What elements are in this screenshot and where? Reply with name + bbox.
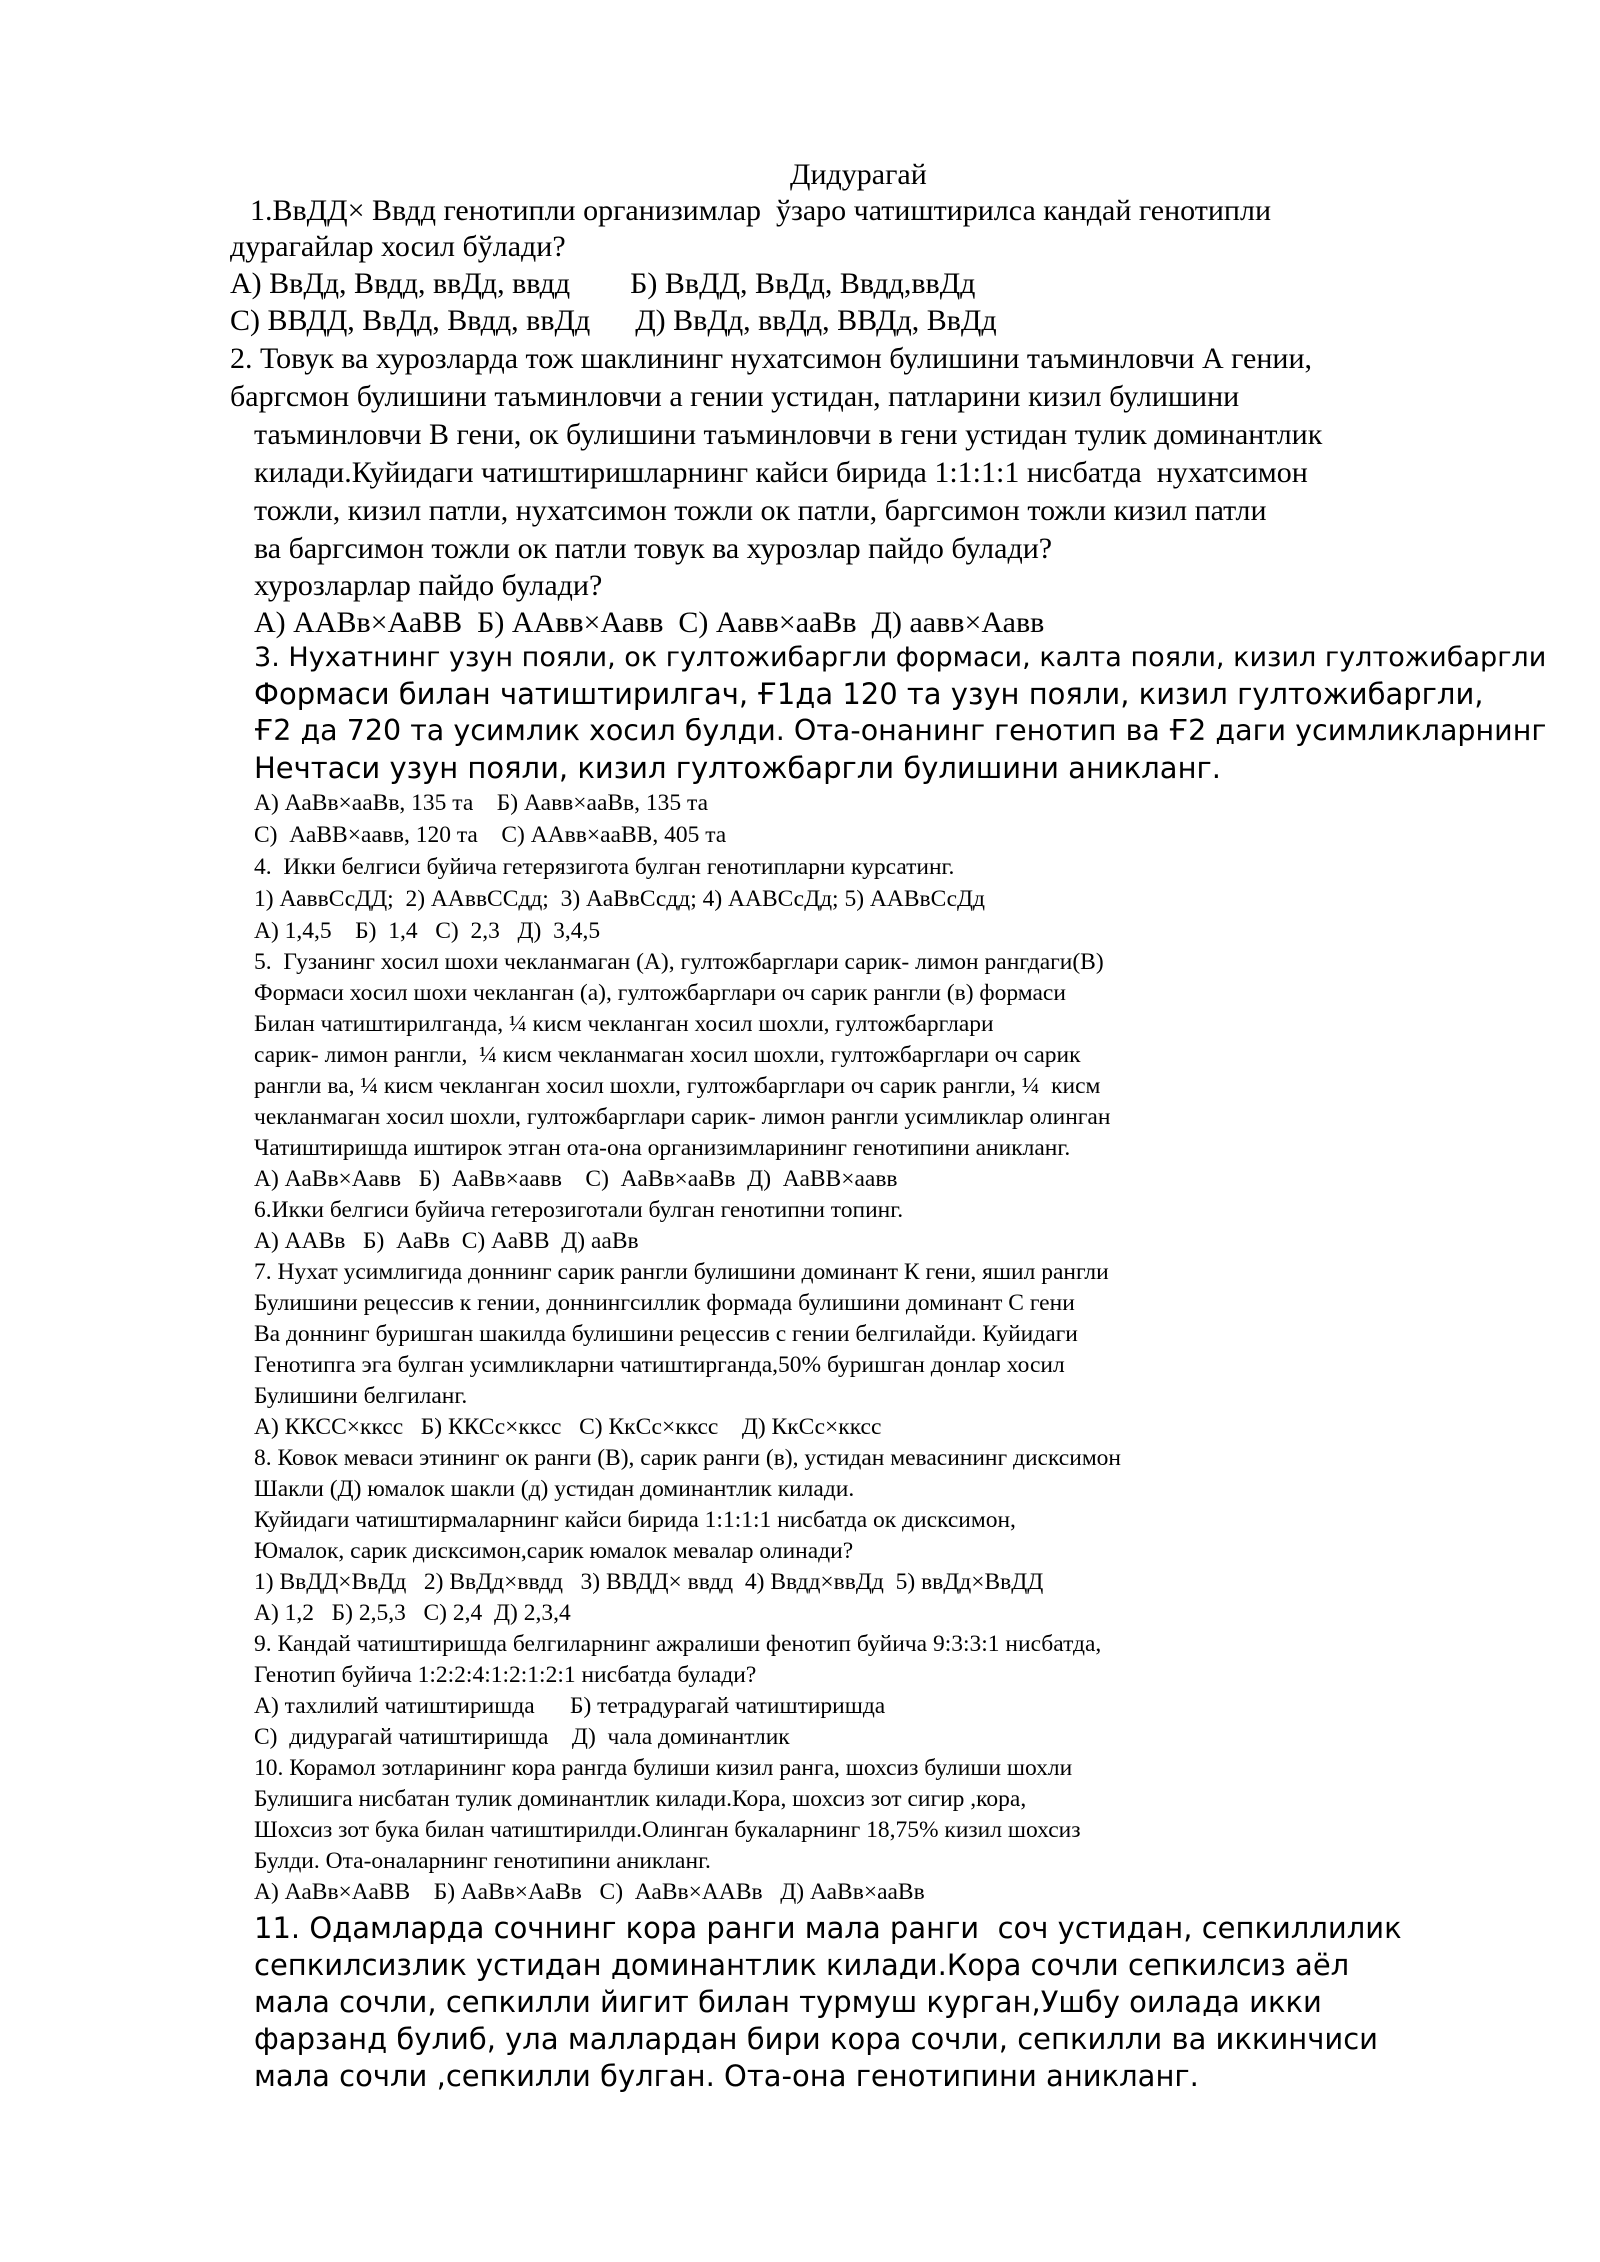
question-5-line-1: 5. Гузанинг хосил шохи чекланмаган (А), гултожбарглари сарик- лимон рангдаги(В): [254, 949, 1104, 975]
question-5-line-6: чекланмаган хосил шохли, гултожбарглари сарик- лимон рангли усимликлар олинган: [254, 1104, 1111, 1130]
question-2-line-6: ва баргсимон тожли ок патли товук ва хурозлар пайдо булади?: [254, 532, 1053, 565]
question-11-line-2: сепкилсизлик устидан доминантлик килади.Кора сочли сепкилсиз аёл: [254, 1948, 1350, 1982]
question-7-line-5: Булишини белгиланг.: [254, 1383, 468, 1409]
question-3-options-1: А) АаВв×ааВв, 135 та Б) Аавв×ааВв, 135 та: [254, 790, 709, 816]
question-8-options: А) 1,2 Б) 2,5,3 С) 2,4 Д) 2,3,4: [254, 1600, 571, 1626]
question-3-line-1: 3. Нухатнинг узун пояли, ок гултожибаргли формаси, калта пояли, кизил гултожибаргли: [254, 642, 1547, 673]
question-2-line-4: килади.Куйидаги чатиштиришларнинг кайси бирида 1:1:1:1 нисбатда нухатсимон: [254, 456, 1308, 489]
question-1-options-cd: С) ВВДД, ВвДд, Ввдд, ввДд Д) ВвДд, ввДд, ВВДд, ВвДд: [230, 304, 997, 337]
question-7-line-3: Ва доннинг буришган шакилда булишини рецессив с гении белгилайди. Куйидаги: [254, 1321, 1078, 1347]
question-1-line-2: дурагайлар хосил бўлади?: [230, 230, 566, 263]
question-7-line-4: Генотипга эга булган усимликларни чатиштирганда,50% буришган донлар хосил: [254, 1352, 1065, 1378]
question-11-line-5: мала сочли ,сепкилли булган. Ота-она генотипини аникланг.: [254, 2059, 1199, 2093]
question-2-line-5: тожли, кизил патли, нухатсимон тожли ок патли, баргсимон тожли кизил патли: [254, 494, 1267, 527]
question-7-line-1: 7. Нухат усимлигида доннинг сарик рангли булишини доминант К гени, яшил рангли: [254, 1259, 1109, 1285]
question-8-line-4: Юмалок, сарик дисксимон,сарик юмалок мевалар олинади?: [254, 1538, 854, 1564]
question-9-line-2: Генотип буйича 1:2:2:4:1:2:1:2:1 нисбатда булади?: [254, 1662, 757, 1688]
question-3-line-2: Формаси билан чатиштирилгач, Ғ1да 120 та узун пояли, кизил гултожибаргли,: [254, 677, 1484, 711]
document-title: Дидурагай: [790, 158, 927, 191]
question-11-line-3: мала сочли, сепкилли йигит билан турмуш курган,Ушбу оилада икки: [254, 1985, 1322, 2019]
question-6-line-1: 6.Икки белгиси буйича гетерозиготали булган генотипни топинг.: [254, 1197, 904, 1223]
question-10-line-4: Булди. Ота-оналарнинг генотипини аникланг.: [254, 1848, 711, 1874]
question-5-line-5: рангли ва, ¼ кисм чекланган хосил шохли, гултожбарглари оч сарик рангли, ¼ кисм: [254, 1073, 1101, 1099]
question-4-genotypes: 1) АаввСсДД; 2) ААввССдд; 3) АаВвСсдд; 4) ААВСсДд; 5) ААВвСсДд: [254, 886, 986, 912]
question-7-line-2: Булишини рецессив к гении, доннингсиллик формада булишини доминант С гени: [254, 1290, 1075, 1316]
question-7-options: А) ККСС×кксс Б) ККСс×кксс С) КкСс×кксс Д) КкСс×кксс: [254, 1414, 882, 1440]
question-10-options: А) АаВв×АаВВ Б) АаВв×АаВв С) АаВв×ААВв Д) АаВв×ааВв: [254, 1879, 925, 1905]
question-5-line-4: сарик- лимон рангли, ¼ кисм чекланмаган хосил шохли, гултожбарглари оч сарик: [254, 1042, 1081, 1068]
question-8-line-2: Шакли (Д) юмалок шакли (д) устидан доминантлик килади.: [254, 1476, 855, 1502]
question-1-options-ab: А) ВвДд, Ввдд, ввДд, ввдд Б) ВвДД, ВвДд, Ввдд,ввДд: [230, 267, 976, 300]
question-9-line-1: 9. Кандай чатиштиришда белгиларнинг ажралиши фенотип буйича 9:3:3:1 нисбатда,: [254, 1631, 1102, 1657]
question-10-line-2: Булишига нисбатан тулик доминантлик килади.Кора, шохсиз зот сигир ,кора,: [254, 1786, 1027, 1812]
question-5-line-3: Билан чатиштирилганда, ¼ кисм чекланган хосил шохли, гултожбарглари: [254, 1011, 994, 1037]
question-10-line-3: Шохсиз зот бука билан чатиштирилди.Олинган букаларнинг 18,75% кизил шохсиз: [254, 1817, 1081, 1843]
question-3-options-2: С) АаВВ×аавв, 120 та С) ААвв×ааВВ, 405 та: [254, 822, 727, 848]
question-11-line-1: 11. Одамларда сочнинг кора ранги мала ранги соч устидан, сепкиллилик: [254, 1911, 1402, 1945]
question-2-line-1: 2. Товук ва хурозларда тож шаклининг нухатсимон булишини таъминловчи А гении,: [230, 342, 1312, 375]
question-10-line-1: 10. Корамол зотларининг кора рангда булиши кизил ранга, шохсиз булиши шохли: [254, 1755, 1073, 1781]
question-4-line-1: 4. Икки белгиси буйича гетерязигота булган генотипларни курсатинг.: [254, 854, 955, 880]
question-2-line-3: таъминловчи В гени, ок булишини таъминловчи в гени устидан тулик доминантлик: [254, 418, 1323, 451]
question-5-line-2: Формаси хосил шохи чекланган (а), гултожбарглари оч сарик рангли (в) формаси: [254, 980, 1066, 1006]
question-2-line-2: баргсмон булишини таъминловчи а гении устидан, патларини кизил булишини: [230, 380, 1240, 413]
question-11-line-4: фарзанд булиб, ула маллардан бири кора сочли, сепкилли ва иккинчиси: [254, 2022, 1379, 2056]
question-8-line-1: 8. Ковок меваси этининг ок ранги (В), сарик ранги (в), устидан мевасининг дисксимон: [254, 1445, 1122, 1471]
question-3-line-4: Нечтаси узун пояли, кизил гултожбаргли булишини аникланг.: [254, 751, 1221, 785]
question-6-options: А) ААВв Б) АаВв С) АаВВ Д) ааВв: [254, 1228, 639, 1254]
question-4-options: А) 1,4,5 Б) 1,4 С) 2,3 Д) 3,4,5: [254, 918, 601, 944]
question-3-line-3: Ғ2 да 720 та усимлик хосил булди. Ота-онанинг генотип ва Ғ2 даги усимликларнинг: [254, 714, 1547, 747]
question-2-options: А) ААВв×АаВВ Б) ААвв×Аавв С) Аавв×ааВв Д) аавв×Аавв: [254, 606, 1045, 639]
question-2-line-7: хурозларлар пайдо булади?: [254, 569, 603, 602]
question-9-options-cd: С) дидурагай чатиштиришда Д) чала доминантлик: [254, 1724, 790, 1750]
question-1-line-1: 1.ВвДД× Ввдд генотипли организимлар ўзаро чатиштирилса кандай генотипли: [250, 194, 1272, 227]
question-5-options: А) АаВв×Аавв Б) АаВв×аавв С) АаВв×ааВв Д) АаВВ×аавв: [254, 1166, 898, 1192]
question-8-line-3: Куйидаги чатиштирмаларнинг кайси бирида 1:1:1:1 нисбатда ок дисксимон,: [254, 1507, 1016, 1533]
question-8-crosses: 1) ВвДД×ВвДд 2) ВвДд×ввдд 3) ВВДД× ввдд 4) Ввдд×ввДд 5) ввДд×ВвДД: [254, 1569, 1044, 1595]
question-5-line-7: Чатиштиришда иштирок этган ота-она организимларининг генотипини аникланг.: [254, 1135, 1071, 1161]
question-9-options-ab: А) тахлилий чатиштиришда Б) тетрадурагай чатиштиришда: [254, 1693, 886, 1719]
